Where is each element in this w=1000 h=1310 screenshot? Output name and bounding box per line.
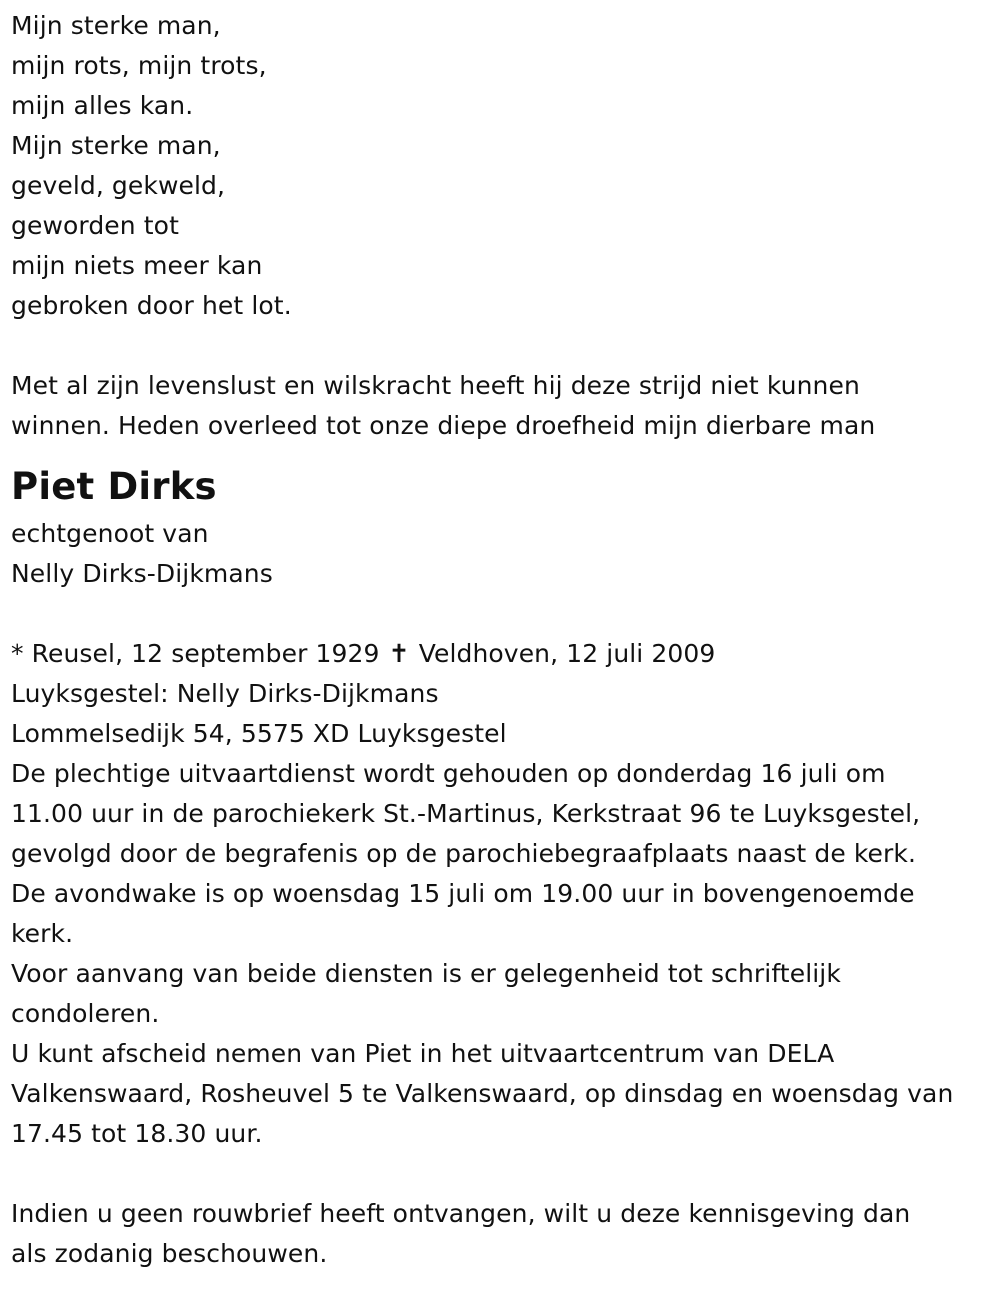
poem-line: gebroken door het lot. — [11, 291, 292, 320]
address-block — [11, 674, 996, 754]
details-line: De avondwake is op woensdag 15 juli om 19.00 uur in bovengenoemde — [11, 879, 915, 908]
poem-line: mijn niets meer kan — [11, 251, 263, 280]
service-details — [11, 754, 996, 1154]
poem-line: geveld, gekweld, — [11, 171, 226, 200]
closing-paragraph — [11, 1194, 996, 1274]
address-line: Lommelsedijk 54, 5575 XD Luyksgestel — [11, 719, 507, 748]
poem-line: Mijn sterke man, — [11, 11, 221, 40]
details-line: U kunt afscheid nemen van Piet in het uitvaartcentrum van DELA — [11, 1039, 835, 1068]
poem-line: geworden tot — [11, 211, 179, 240]
details-line: Voor aanvang van beide diensten is er gelegenheid tot schriftelijk — [11, 959, 841, 988]
spacer — [11, 1154, 996, 1194]
poem — [11, 6, 996, 326]
spacer — [11, 326, 996, 366]
intro-line: Met al zijn levenslust en wilskracht heeft hij deze strijd niet kunnen — [11, 371, 860, 400]
death-notice — [11, 6, 996, 1274]
cross-icon: ✝ — [388, 639, 410, 668]
details-line: gevolgd door de begrafenis op de parochiebegraafplaats naast de kerk. — [11, 839, 917, 868]
details-line: De plechtige uitvaartdienst wordt gehouden op donderdag 16 juli om — [11, 759, 886, 788]
poem-line: Mijn sterke man, — [11, 131, 221, 160]
closing-line: Indien u geen rouwbrief heeft ontvangen, wilt u deze kennisgeving dan — [11, 1199, 911, 1228]
details-line: 17.45 tot 18.30 uur. — [11, 1119, 263, 1148]
relation-label: echtgenoot van — [11, 519, 209, 548]
details-line: 11.00 uur in de parochiekerk St.-Martinus, Kerkstraat 96 te Luyksgestel, — [11, 799, 921, 828]
details-line: condoleren. — [11, 999, 160, 1028]
dates-line — [11, 634, 996, 674]
poem-line: mijn alles kan. — [11, 91, 194, 120]
spouse-name: Nelly Dirks-Dijkmans — [11, 559, 273, 588]
birth-info: * Reusel, 12 september 1929 — [11, 639, 380, 668]
address-line: Luyksgestel: Nelly Dirks-Dijkmans — [11, 679, 439, 708]
spacer — [11, 594, 996, 634]
poem-line: mijn rots, mijn trots, — [11, 51, 267, 80]
closing-line: als zodanig beschouwen. — [11, 1239, 328, 1268]
intro-paragraph — [11, 366, 996, 446]
intro-line: winnen. Heden overleed tot onze diepe droefheid mijn dierbare man — [11, 411, 876, 440]
details-line: kerk. — [11, 919, 74, 948]
death-info: Veldhoven, 12 juli 2009 — [418, 639, 716, 668]
details-line: Valkenswaard, Rosheuvel 5 te Valkenswaard, op dinsdag en woensdag van — [11, 1079, 954, 1108]
deceased-name: Piet Dirks — [11, 465, 217, 508]
